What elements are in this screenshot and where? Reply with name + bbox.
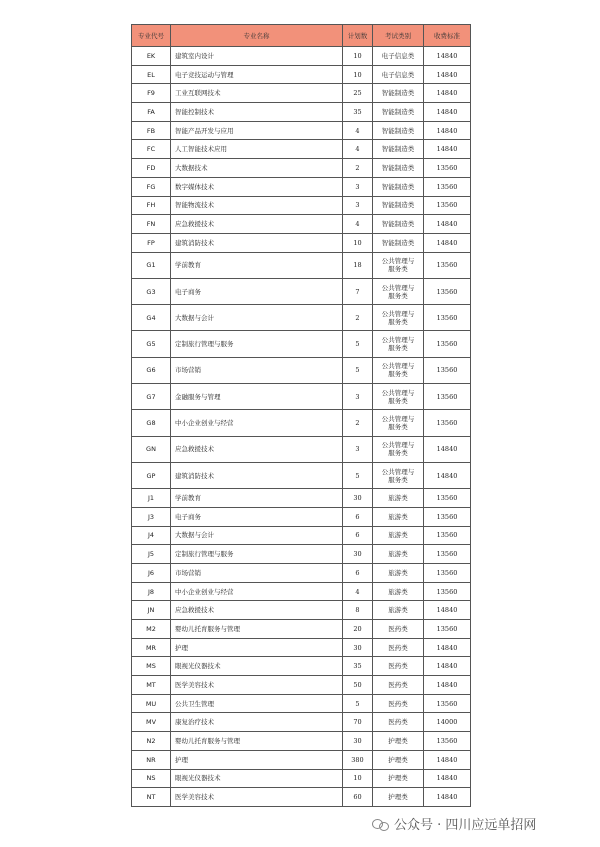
cell-fee-standard: 14840 (424, 233, 471, 252)
table-row (132, 305, 471, 331)
cell-fee-standard: 14840 (424, 121, 471, 140)
table-header-row (132, 25, 471, 47)
cell-plan-count: 60 (343, 788, 373, 807)
cell-exam-category: 智能制造类 (373, 215, 424, 234)
cell-exam-category: 公共管理与服务类 (373, 357, 424, 383)
cell-major-code: G7 (132, 384, 171, 410)
cell-fee-standard: 13560 (424, 526, 471, 545)
cell-major-name: 大数据与会计 (171, 305, 343, 331)
table-row (132, 582, 471, 601)
cell-major-name: 应急救援技术 (171, 215, 343, 234)
cell-fee-standard: 14840 (424, 140, 471, 159)
cell-major-code: M2 (132, 620, 171, 639)
table-row (132, 676, 471, 695)
cell-plan-count: 18 (343, 252, 373, 278)
table-row (132, 769, 471, 788)
table-row (132, 601, 471, 620)
cell-plan-count: 4 (343, 140, 373, 159)
cell-major-name: 应急救援技术 (171, 601, 343, 620)
cell-exam-category: 电子信息类 (373, 65, 424, 84)
cell-exam-category: 旅游类 (373, 545, 424, 564)
cell-fee-standard: 13560 (424, 305, 471, 331)
cell-major-name: 人工智能技术应用 (171, 140, 343, 159)
cell-exam-category: 公共管理与服务类 (373, 252, 424, 278)
table-row (132, 410, 471, 436)
cell-plan-count: 30 (343, 545, 373, 564)
cell-exam-category: 护理类 (373, 788, 424, 807)
cell-major-name: 护理 (171, 750, 343, 769)
cell-major-code: FB (132, 121, 171, 140)
enrollment-plan-table (131, 24, 471, 807)
cell-major-name: 婴幼儿托育服务与管理 (171, 732, 343, 751)
cell-major-name: 电子商务 (171, 278, 343, 304)
cell-fee-standard: 13560 (424, 196, 471, 215)
cell-major-name: 大数据技术 (171, 159, 343, 178)
cell-major-code: MT (132, 676, 171, 695)
cell-fee-standard: 14840 (424, 657, 471, 676)
cell-exam-category: 公共管理与服务类 (373, 305, 424, 331)
cell-exam-category: 智能制造类 (373, 233, 424, 252)
enrollment-plan-table-container (131, 24, 470, 807)
table-row (132, 357, 471, 383)
cell-major-name: 建筑消防技术 (171, 462, 343, 488)
cell-plan-count: 35 (343, 103, 373, 122)
cell-plan-count: 2 (343, 305, 373, 331)
cell-fee-standard: 13560 (424, 331, 471, 357)
cell-major-code: J3 (132, 507, 171, 526)
wechat-icon (372, 816, 390, 832)
table-row (132, 140, 471, 159)
cell-major-name: 大数据与会计 (171, 526, 343, 545)
cell-exam-category: 智能制造类 (373, 140, 424, 159)
cell-major-code: G1 (132, 252, 171, 278)
header-major-name: 专业名称 (171, 25, 343, 47)
cell-plan-count: 10 (343, 769, 373, 788)
cell-fee-standard: 14840 (424, 84, 471, 103)
cell-plan-count: 3 (343, 177, 373, 196)
cell-major-name: 工业互联网技术 (171, 84, 343, 103)
cell-plan-count: 6 (343, 507, 373, 526)
cell-major-code: MS (132, 657, 171, 676)
cell-exam-category: 旅游类 (373, 582, 424, 601)
cell-exam-category: 公共管理与服务类 (373, 436, 424, 462)
table-row (132, 638, 471, 657)
watermark-text: 公众号 · 四川应远单招网 (394, 818, 537, 833)
table-row (132, 462, 471, 488)
cell-fee-standard: 14840 (424, 638, 471, 657)
table-row (132, 215, 471, 234)
cell-major-name: 眼视光仪器技术 (171, 769, 343, 788)
cell-fee-standard: 13560 (424, 563, 471, 582)
cell-fee-standard: 13560 (424, 410, 471, 436)
cell-fee-standard: 14840 (424, 103, 471, 122)
cell-plan-count: 7 (343, 278, 373, 304)
table-row (132, 545, 471, 564)
cell-fee-standard: 13560 (424, 545, 471, 564)
cell-exam-category: 智能制造类 (373, 196, 424, 215)
cell-plan-count: 3 (343, 384, 373, 410)
header-plan-count: 计划数 (343, 25, 373, 47)
cell-exam-category: 智能制造类 (373, 177, 424, 196)
cell-major-name: 学前教育 (171, 252, 343, 278)
cell-exam-category: 智能制造类 (373, 159, 424, 178)
cell-major-code: NR (132, 750, 171, 769)
cell-major-code: GN (132, 436, 171, 462)
cell-major-name: 数字媒体技术 (171, 177, 343, 196)
cell-exam-category: 公共管理与服务类 (373, 410, 424, 436)
cell-major-name: 婴幼儿托育服务与管理 (171, 620, 343, 639)
cell-fee-standard: 14840 (424, 215, 471, 234)
cell-plan-count: 20 (343, 620, 373, 639)
table-row (132, 47, 471, 66)
cell-plan-count: 35 (343, 657, 373, 676)
cell-major-code: J4 (132, 526, 171, 545)
cell-exam-category: 智能制造类 (373, 121, 424, 140)
cell-plan-count: 25 (343, 84, 373, 103)
cell-major-code: NT (132, 788, 171, 807)
cell-major-code: FD (132, 159, 171, 178)
table-row (132, 177, 471, 196)
cell-exam-category: 医药类 (373, 638, 424, 657)
cell-plan-count: 6 (343, 563, 373, 582)
cell-fee-standard: 14000 (424, 713, 471, 732)
table-row (132, 713, 471, 732)
table-row (132, 657, 471, 676)
cell-fee-standard: 14840 (424, 750, 471, 769)
cell-plan-count: 2 (343, 410, 373, 436)
cell-fee-standard: 13560 (424, 507, 471, 526)
cell-fee-standard: 13560 (424, 177, 471, 196)
cell-exam-category: 医药类 (373, 620, 424, 639)
cell-plan-count: 50 (343, 676, 373, 695)
cell-major-code: J5 (132, 545, 171, 564)
cell-fee-standard: 13560 (424, 357, 471, 383)
cell-exam-category: 医药类 (373, 657, 424, 676)
cell-major-code: FC (132, 140, 171, 159)
cell-plan-count: 3 (343, 436, 373, 462)
cell-major-code: G4 (132, 305, 171, 331)
cell-exam-category: 公共管理与服务类 (373, 278, 424, 304)
cell-major-name: 市场营销 (171, 563, 343, 582)
cell-major-name: 电子商务 (171, 507, 343, 526)
header-exam-category: 考试类别 (373, 25, 424, 47)
table-row (132, 694, 471, 713)
cell-fee-standard: 14840 (424, 65, 471, 84)
cell-plan-count: 6 (343, 526, 373, 545)
cell-fee-standard: 13560 (424, 252, 471, 278)
cell-major-code: FG (132, 177, 171, 196)
table-row (132, 526, 471, 545)
cell-plan-count: 10 (343, 233, 373, 252)
cell-exam-category: 智能制造类 (373, 84, 424, 103)
cell-exam-category: 公共管理与服务类 (373, 462, 424, 488)
cell-fee-standard: 13560 (424, 694, 471, 713)
cell-major-name: 建筑消防技术 (171, 233, 343, 252)
cell-major-code: N2 (132, 732, 171, 751)
cell-fee-standard: 13560 (424, 384, 471, 410)
cell-major-name: 护理 (171, 638, 343, 657)
table-row (132, 620, 471, 639)
cell-major-name: 公共卫生管理 (171, 694, 343, 713)
cell-major-code: JN (132, 601, 171, 620)
cell-exam-category: 旅游类 (373, 507, 424, 526)
cell-exam-category: 公共管理与服务类 (373, 331, 424, 357)
cell-major-code: FN (132, 215, 171, 234)
table-row (132, 750, 471, 769)
cell-plan-count: 5 (343, 694, 373, 713)
cell-plan-count: 30 (343, 489, 373, 508)
cell-major-code: MU (132, 694, 171, 713)
watermark (372, 814, 536, 833)
cell-major-name: 学前教育 (171, 489, 343, 508)
cell-major-code: G3 (132, 278, 171, 304)
cell-plan-count: 2 (343, 159, 373, 178)
cell-major-name: 医学美容技术 (171, 788, 343, 807)
cell-exam-category: 旅游类 (373, 601, 424, 620)
table-row (132, 436, 471, 462)
cell-major-name: 定制旅行管理与服务 (171, 545, 343, 564)
cell-major-code: G6 (132, 357, 171, 383)
cell-plan-count: 5 (343, 357, 373, 383)
cell-fee-standard: 13560 (424, 582, 471, 601)
cell-fee-standard: 14840 (424, 601, 471, 620)
table-row (132, 121, 471, 140)
cell-major-code: FA (132, 103, 171, 122)
cell-fee-standard: 14840 (424, 47, 471, 66)
cell-plan-count: 380 (343, 750, 373, 769)
cell-major-code: J1 (132, 489, 171, 508)
cell-plan-count: 10 (343, 47, 373, 66)
cell-fee-standard: 13560 (424, 732, 471, 751)
cell-major-name: 中小企业创业与经营 (171, 582, 343, 601)
cell-exam-category: 医药类 (373, 676, 424, 695)
cell-major-name: 定制旅行管理与服务 (171, 331, 343, 357)
cell-major-name: 建筑室内设计 (171, 47, 343, 66)
cell-fee-standard: 13560 (424, 489, 471, 508)
cell-plan-count: 30 (343, 732, 373, 751)
cell-plan-count: 4 (343, 121, 373, 140)
table-row (132, 233, 471, 252)
cell-major-name: 康复治疗技术 (171, 713, 343, 732)
table-row (132, 278, 471, 304)
table-row (132, 159, 471, 178)
table-row (132, 84, 471, 103)
table-row (132, 563, 471, 582)
cell-fee-standard: 13560 (424, 620, 471, 639)
cell-major-code: GP (132, 462, 171, 488)
cell-major-name: 应急救援技术 (171, 436, 343, 462)
cell-plan-count: 8 (343, 601, 373, 620)
table-row (132, 384, 471, 410)
cell-major-code: EL (132, 65, 171, 84)
cell-exam-category: 护理类 (373, 769, 424, 788)
table-row (132, 196, 471, 215)
cell-major-name: 眼视光仪器技术 (171, 657, 343, 676)
table-row (132, 252, 471, 278)
cell-major-code: EK (132, 47, 171, 66)
cell-fee-standard: 14840 (424, 676, 471, 695)
cell-major-name: 市场营销 (171, 357, 343, 383)
cell-major-code: G8 (132, 410, 171, 436)
cell-major-code: MR (132, 638, 171, 657)
cell-fee-standard: 14840 (424, 436, 471, 462)
table-row (132, 331, 471, 357)
table-row (132, 489, 471, 508)
cell-fee-standard: 14840 (424, 788, 471, 807)
header-fee-standard: 收费标准 (424, 25, 471, 47)
cell-exam-category: 电子信息类 (373, 47, 424, 66)
table-row (132, 788, 471, 807)
table-row (132, 103, 471, 122)
cell-major-name: 医学美容技术 (171, 676, 343, 695)
cell-exam-category: 旅游类 (373, 489, 424, 508)
table-row (132, 65, 471, 84)
cell-major-name: 智能控制技术 (171, 103, 343, 122)
cell-major-code: MV (132, 713, 171, 732)
cell-major-code: FP (132, 233, 171, 252)
table-row (132, 732, 471, 751)
cell-plan-count: 5 (343, 462, 373, 488)
cell-plan-count: 3 (343, 196, 373, 215)
cell-fee-standard: 13560 (424, 278, 471, 304)
cell-plan-count: 5 (343, 331, 373, 357)
cell-major-code: FH (132, 196, 171, 215)
cell-plan-count: 4 (343, 582, 373, 601)
cell-exam-category: 公共管理与服务类 (373, 384, 424, 410)
cell-plan-count: 70 (343, 713, 373, 732)
cell-exam-category: 旅游类 (373, 563, 424, 582)
cell-exam-category: 医药类 (373, 694, 424, 713)
cell-fee-standard: 14840 (424, 462, 471, 488)
cell-plan-count: 30 (343, 638, 373, 657)
cell-major-name: 中小企业创业与经营 (171, 410, 343, 436)
table-body (132, 47, 471, 807)
cell-exam-category: 护理类 (373, 732, 424, 751)
cell-major-name: 电子竞技运动与管理 (171, 65, 343, 84)
cell-fee-standard: 13560 (424, 159, 471, 178)
cell-major-code: J6 (132, 563, 171, 582)
cell-exam-category: 医药类 (373, 713, 424, 732)
cell-fee-standard: 14840 (424, 769, 471, 788)
cell-major-code: NS (132, 769, 171, 788)
cell-major-code: F9 (132, 84, 171, 103)
cell-exam-category: 护理类 (373, 750, 424, 769)
cell-major-code: J8 (132, 582, 171, 601)
cell-exam-category: 旅游类 (373, 526, 424, 545)
cell-plan-count: 10 (343, 65, 373, 84)
cell-exam-category: 智能制造类 (373, 103, 424, 122)
cell-major-name: 金融服务与管理 (171, 384, 343, 410)
table-row (132, 507, 471, 526)
header-major-code: 专业代号 (132, 25, 171, 47)
cell-plan-count: 4 (343, 215, 373, 234)
cell-major-code: G5 (132, 331, 171, 357)
cell-major-name: 智能物流技术 (171, 196, 343, 215)
cell-major-name: 智能产品开发与应用 (171, 121, 343, 140)
